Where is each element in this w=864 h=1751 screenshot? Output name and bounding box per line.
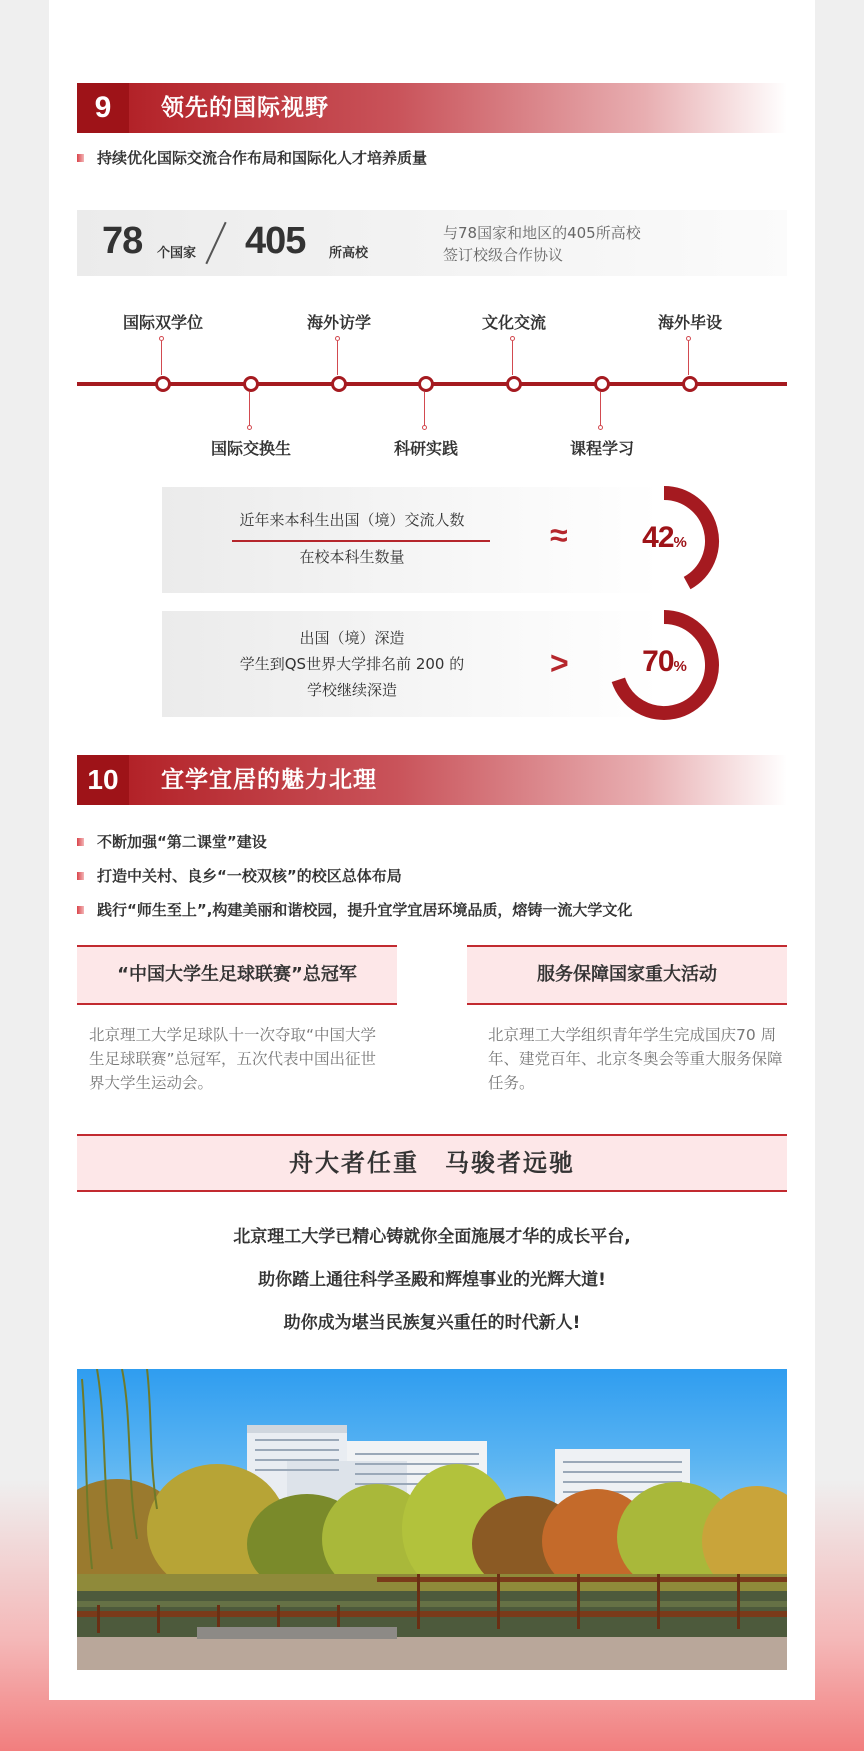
countries-unit: 个国家 <box>157 246 197 261</box>
timeline-label-dual-degree: 国际双学位 <box>122 313 203 332</box>
cooperation-stats <box>77 210 787 276</box>
stats-divider <box>205 222 226 265</box>
football-card-title: “中国大学生足球联赛”总冠军 <box>77 945 397 1005</box>
slogan-banner: 舟大者任重 马骏者远驰 <box>77 1134 787 1192</box>
fraction-line <box>232 540 490 542</box>
timeline-label-exchange-student: 国际交换生 <box>210 439 291 458</box>
football-card-body: 北京理工大学足球队十一次夺取“中国大学生足球联赛”总冠军，五次代表中国出征世界大学生运动会。 <box>89 1026 377 1092</box>
section-9-number: 9 <box>77 83 129 133</box>
service-card-body: 北京理工大学组织青年学生完成国庆70 周年、建党百年、北京冬奥会等重大服务保障任务。 <box>488 1026 783 1092</box>
section-10-bullet: 践行“师生至上”,构建美丽和谐校园，提升宜学宜居环境品质，熔铸一流大学文化 <box>77 898 632 922</box>
timeline-label-overseas-thesis: 海外毕设 <box>657 313 722 332</box>
timeline-node <box>331 376 347 392</box>
schools-count: 405 <box>245 220 306 262</box>
bullet-marker-icon <box>77 154 84 162</box>
ratio2-line1: 出国（境）深造 <box>299 629 405 647</box>
countries-count: 78 <box>102 220 143 262</box>
timeline-node <box>155 376 171 392</box>
campus-lake-illustration <box>77 1369 787 1670</box>
timeline-label-research-practice: 科研实践 <box>393 439 458 458</box>
section-9-bullet: 持续优化国际交流合作布局和国际化人才培养质量 <box>77 146 427 170</box>
timeline-node <box>506 376 522 392</box>
content-card <box>49 0 815 1700</box>
schools-unit: 所高校 <box>329 246 369 261</box>
study-abroad-ratio-box <box>162 611 660 717</box>
closing-line-2: 助你踏上通往科学圣殿和辉煌事业的光辉大道! <box>258 1270 606 1290</box>
section-10-bullet: 打造中关村、良乡“一校双核”的校区总体布局 <box>77 864 402 888</box>
bullet-marker-icon <box>77 872 84 880</box>
timeline-label-course-study: 课程学习 <box>569 439 634 458</box>
timeline-node <box>243 376 259 392</box>
section-10-header <box>77 755 787 805</box>
section-10-title: 宜学宜居的魅力北理 <box>161 767 377 793</box>
stats-description: 与78国家和地区的405所高校 签订校级合作协议 <box>443 224 641 264</box>
campus-photo <box>77 1369 787 1670</box>
percent-70: 70% <box>642 645 686 678</box>
percent-42: 42% <box>642 521 686 554</box>
timeline-node <box>594 376 610 392</box>
section-9-title: 领先的国际视野 <box>161 95 329 121</box>
ratio-denominator: 在校本科生数量 <box>299 548 405 566</box>
timeline-label-overseas-visit: 海外访学 <box>306 313 371 332</box>
service-card-title: 服务保障国家重大活动 <box>467 945 787 1005</box>
closing-line-1: 北京理工大学已精心铸就你全面施展才华的成长平台, <box>233 1227 631 1247</box>
timeline-node <box>418 376 434 392</box>
section-9-header <box>77 83 787 133</box>
ratio2-line2: 学生到QS世界大学排名前 200 的 <box>239 655 465 673</box>
timeline-label-culture-exchange: 文化交流 <box>481 313 546 332</box>
ratio2-line3: 学校继续深造 <box>306 681 397 699</box>
section-10-bullet: 不断加强“第二课堂”建设 <box>77 830 267 854</box>
ratio-numerator: 近年来本科生出国（境）交流人数 <box>239 511 465 529</box>
approx-symbol: ≈ <box>550 517 568 553</box>
timeline-node <box>682 376 698 392</box>
exchange-ratio-box <box>162 487 660 593</box>
bullet-marker-icon <box>77 906 84 914</box>
closing-line-3: 助你成为堪当民族复兴重任的时代新人! <box>283 1313 581 1333</box>
section-10-number: 10 <box>77 755 129 805</box>
greater-than-symbol: > <box>550 645 569 681</box>
bullet-marker-icon <box>77 838 84 846</box>
